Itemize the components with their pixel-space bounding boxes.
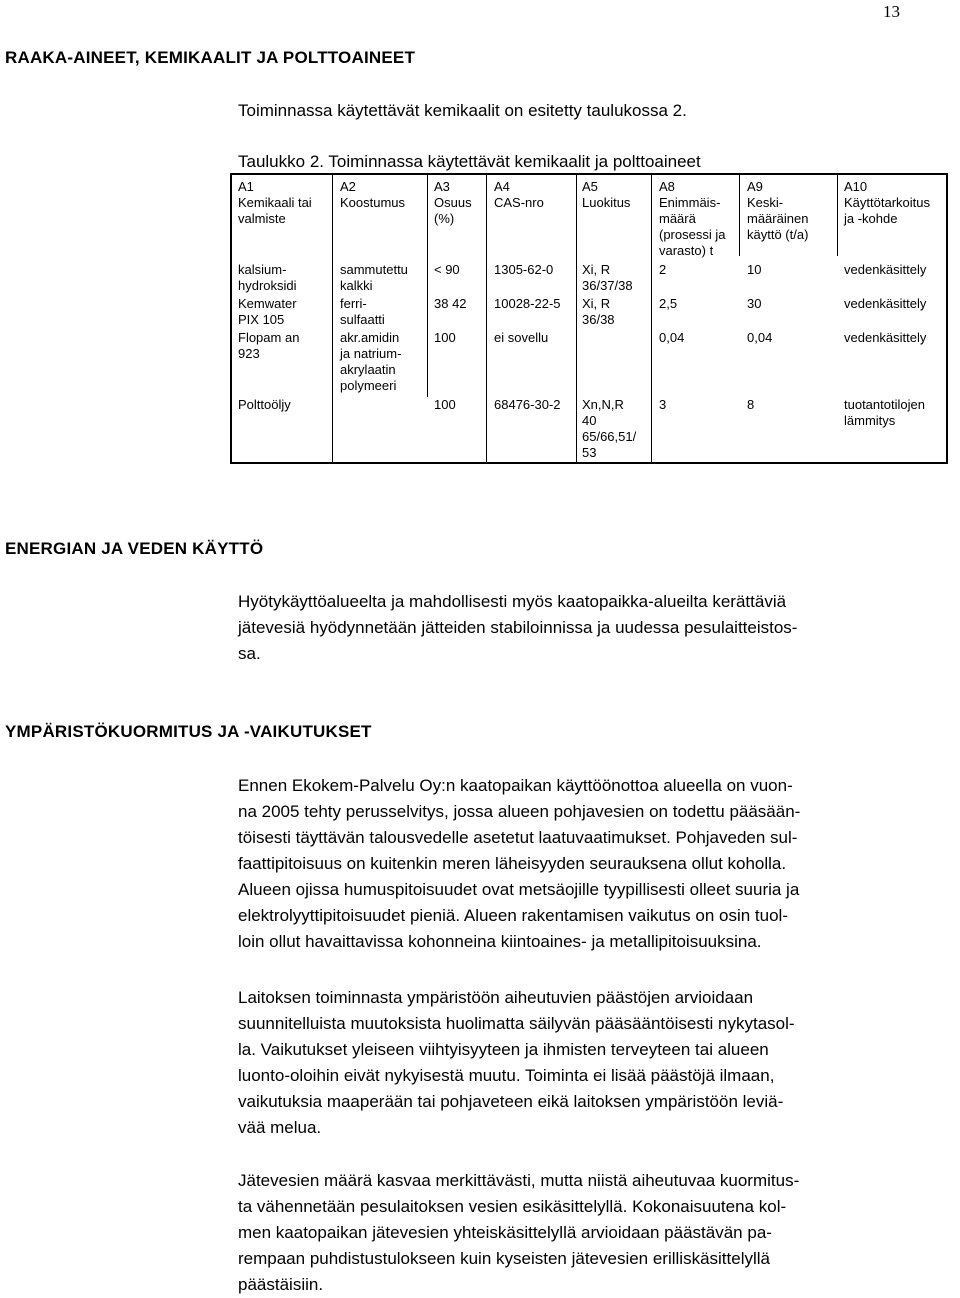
text-line: na 2005 tehty perusselvitys, jossa alueen pohjavesien on todettu pääsään- xyxy=(238,802,801,821)
header-text: Koostumus xyxy=(340,195,406,210)
text-line: vaikutuksia maaperään tai pohjaveteen eikä laitoksen ympäristöön leviä- xyxy=(238,1092,784,1111)
header-text: A1 xyxy=(238,179,254,194)
table-caption: Taulukko 2. Toiminnassa käytettävät kemikaalit ja polttoaineet xyxy=(238,152,701,171)
header-text: A2 xyxy=(340,179,356,194)
cell-text: akr.amidin xyxy=(340,330,400,345)
text-line: vää melua. xyxy=(238,1118,322,1137)
row1-max-amount: 2 xyxy=(659,262,667,277)
row4-classification xyxy=(582,397,636,461)
page-number: 13 xyxy=(883,2,900,21)
row1-share: < 90 xyxy=(434,262,460,277)
row4-share: 100 xyxy=(434,397,456,412)
table-divider xyxy=(576,175,577,464)
text-line: päästäisiin. xyxy=(238,1275,324,1294)
header-text: valmiste xyxy=(238,211,286,226)
row2-avg-use: 30 xyxy=(747,296,762,311)
row2-composition xyxy=(340,296,385,328)
table-divider xyxy=(651,175,652,464)
header-text: ja -kohde xyxy=(844,211,898,226)
cell-text: tuotantotilojen xyxy=(844,397,925,412)
text-line: rempaan puhdistustulokseen kuin kyseisten jätevesien erilliskäsittelyllä xyxy=(238,1249,770,1268)
row3-purpose: vedenkäsittely xyxy=(844,330,927,345)
header-text: Keski- xyxy=(747,195,784,210)
cell-text: kalsium- xyxy=(238,262,287,277)
row1-cas: 1305-62-0 xyxy=(494,262,554,277)
header-text: Käyttötarkoitus xyxy=(844,195,930,210)
text-line: Ennen Ekokem-Palvelu Oy:n kaatopaikan käyttöönottoa alueella on vuon- xyxy=(238,776,793,795)
ymparisto-paragraph-1 xyxy=(238,773,900,955)
row4-avg-use: 8 xyxy=(747,397,755,412)
row4-purpose xyxy=(844,397,925,429)
header-text: määräinen xyxy=(747,211,809,226)
intro-paragraph xyxy=(238,98,900,124)
cell-text: 923 xyxy=(238,346,260,361)
header-text: CAS-nro xyxy=(494,195,544,210)
cell-text: Xi, R xyxy=(582,262,611,277)
row3-cas: ei sovellu xyxy=(494,330,549,345)
row3-avg-use: 0,04 xyxy=(747,330,773,345)
header-a9 xyxy=(747,179,808,243)
header-text: Osuus xyxy=(434,195,472,210)
cell-text: 65/66,51/ xyxy=(582,429,637,444)
header-a4 xyxy=(494,179,544,211)
row1-name xyxy=(238,262,297,294)
cell-text: lämmitys xyxy=(844,413,896,428)
section-heading-energia: ENERGIAN JA VEDEN KÄYTTÖ xyxy=(5,539,264,558)
row2-name xyxy=(238,296,297,328)
row3-name xyxy=(238,330,299,362)
header-text: Luokitus xyxy=(582,195,631,210)
row4-cas: 68476-30-2 xyxy=(494,397,561,412)
text-line: men kaatopaikan jätevesien yhteiskäsittelyllä arvioidaan päästävän pa- xyxy=(238,1223,772,1242)
intro-text: Toiminnassa käytettävät kemikaalit on esitetty taulukossa 2. xyxy=(238,101,687,120)
row1-purpose: vedenkäsittely xyxy=(844,262,927,277)
text-line: ta vähennetään pesulaitoksen vesien esikäsittelyllä. Kokonaisuutena kol- xyxy=(238,1197,787,1216)
chemicals-table xyxy=(230,173,948,464)
table-divider xyxy=(486,175,487,464)
cell-text: polymeeri xyxy=(340,378,397,393)
cell-text: kalkki xyxy=(340,278,373,293)
header-text: Kemikaali tai xyxy=(238,195,312,210)
header-a2 xyxy=(340,179,405,211)
energia-paragraph xyxy=(238,589,900,667)
section-heading-ymparisto: YMPÄRISTÖKUORMITUS JA -VAIKUTUKSET xyxy=(5,722,372,741)
cell-text: sulfaatti xyxy=(340,312,385,327)
table-divider xyxy=(332,175,333,464)
text-line: luonto-oloihin eivät nykyisestä muutu. Toiminta ei lisää päästöjä ilmaan, xyxy=(238,1066,775,1085)
cell-text: Flopam an xyxy=(238,330,300,345)
row2-classification xyxy=(582,296,615,328)
ymparisto-paragraph-2 xyxy=(238,985,900,1141)
cell-text: akrylaatin xyxy=(340,362,396,377)
header-text: A10 xyxy=(844,179,868,194)
header-text: A9 xyxy=(747,179,763,194)
ymparisto-paragraph-3 xyxy=(238,1168,900,1298)
text-line: suunnitelluista muutoksista huolimatta säilyvän pääsääntöisesti nykytasol- xyxy=(238,1014,795,1033)
row2-share: 38 42 xyxy=(434,296,467,311)
text-line: la. Vaikutukset yleiseen viihtyisyyteen ja ihmisten terveyteen tai alueen xyxy=(238,1040,769,1059)
row4-name: Polttoöljy xyxy=(238,397,291,412)
table-divider xyxy=(739,175,740,256)
section-heading-raaka-aineet: RAAKA-AINEET, KEMIKAALIT JA POLTTOAINEET xyxy=(5,48,416,67)
text-line: Laitoksen toiminnasta ympäristöön aiheutuvien päästöjen arvioidaan xyxy=(238,988,754,1007)
cell-text: Xi, R xyxy=(582,296,611,311)
text-line: Hyötykäyttöalueelta ja mahdollisesti myös kaatopaikka-alueilta kerättäviä xyxy=(238,592,787,611)
row1-avg-use: 10 xyxy=(747,262,762,277)
header-text: A3 xyxy=(434,179,450,194)
text-line: sa. xyxy=(238,644,261,663)
header-text: määrä xyxy=(659,211,696,226)
text-line: elektrolyyttipitoisuudet pieniä. Alueen rakentamisen vaikutus on osin tuol- xyxy=(238,906,788,925)
header-text: (%) xyxy=(434,211,455,226)
table-divider xyxy=(837,175,838,256)
row3-composition xyxy=(340,330,401,394)
text-line: faattipitoisuus on kuitenkin meren läheisyyden seurauksena ollut koholla. xyxy=(238,854,787,873)
header-text: Enimmäis- xyxy=(659,195,721,210)
text-line: töisesti täyttävän talousvedelle asetetut laatuvaatimukset. Pohjaveden sul- xyxy=(238,828,798,847)
cell-text: sammutettu xyxy=(340,262,408,277)
header-text: A5 xyxy=(582,179,598,194)
header-a3 xyxy=(434,179,472,227)
header-text: käyttö (t/a) xyxy=(747,227,809,242)
row3-max-amount: 0,04 xyxy=(659,330,685,345)
text-line: Jätevesien määrä kasvaa merkittävästi, mutta niistä aiheutuvaa kuormitus- xyxy=(238,1171,800,1190)
header-text: A8 xyxy=(659,179,675,194)
cell-text: ferri- xyxy=(340,296,367,311)
cell-text: ja natrium- xyxy=(340,346,402,361)
cell-text: 36/37/38 xyxy=(582,278,633,293)
header-text: varasto) t xyxy=(659,243,714,258)
cell-text: Xn,N,R xyxy=(582,397,624,412)
cell-text: PIX 105 xyxy=(238,312,285,327)
header-text: A4 xyxy=(494,179,510,194)
header-a8 xyxy=(659,179,725,259)
header-a1 xyxy=(238,179,312,227)
cell-text: 40 xyxy=(582,413,597,428)
text-line: Alueen ojissa humuspitoisuudet ovat metsäojille tyypillisesti olleet suuria ja xyxy=(238,880,800,899)
row2-max-amount: 2,5 xyxy=(659,296,678,311)
cell-text: Kemwater xyxy=(238,296,297,311)
cell-text: 53 xyxy=(582,445,597,460)
cell-text: 36/38 xyxy=(582,312,615,327)
text-line: loin ollut havaittavissa kohonneina kiintoaines- ja metallipitoisuuksina. xyxy=(238,932,762,951)
row1-classification xyxy=(582,262,633,294)
row2-cas: 10028-22-5 xyxy=(494,296,561,311)
header-text: (prosessi ja xyxy=(659,227,726,242)
header-a5 xyxy=(582,179,630,211)
text-line: jätevesiä hyödynnetään jätteiden stabiloinnissa ja uudessa pesulaitteistos- xyxy=(238,618,798,637)
header-a10 xyxy=(844,179,930,227)
table-divider xyxy=(427,175,428,397)
cell-text: hydroksidi xyxy=(238,278,297,293)
row1-composition xyxy=(340,262,408,294)
row2-purpose: vedenkäsittely xyxy=(844,296,927,311)
row3-share: 100 xyxy=(434,330,456,345)
row4-max-amount: 3 xyxy=(659,397,667,412)
